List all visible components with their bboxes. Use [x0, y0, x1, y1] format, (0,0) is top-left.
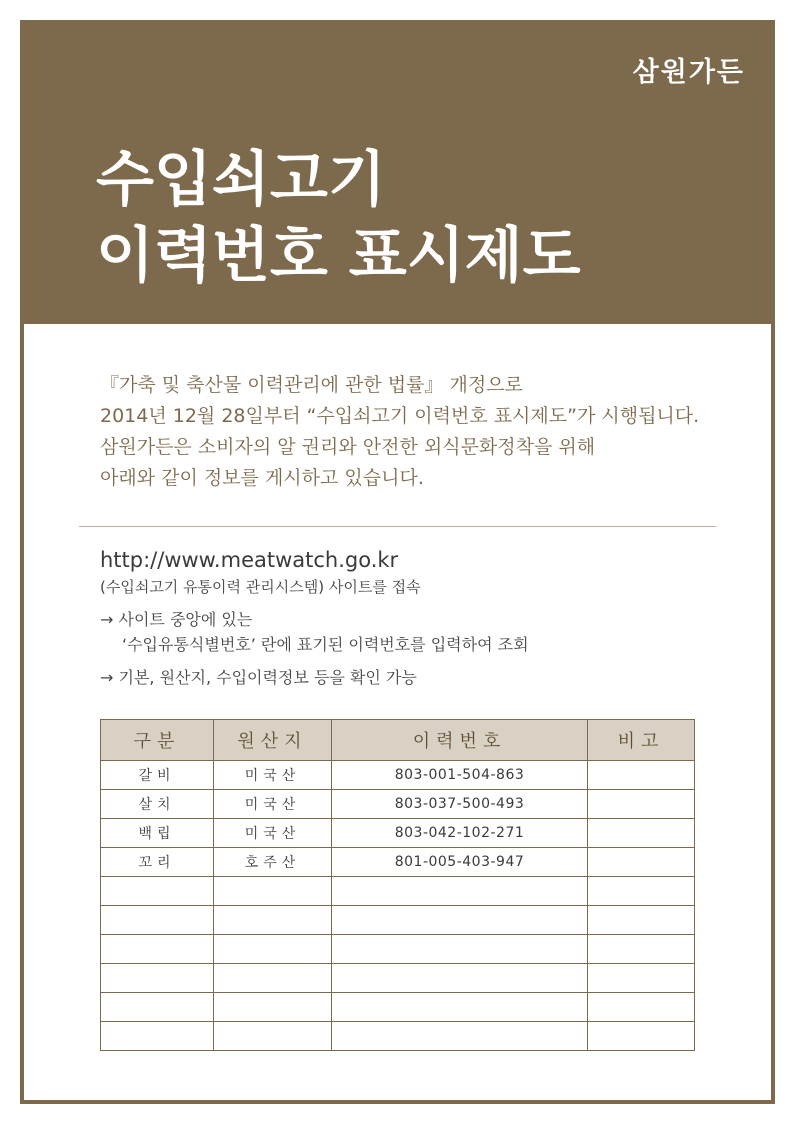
- cell-origin: 미국산: [214, 819, 332, 848]
- table-row: [101, 906, 695, 935]
- cell-origin: [214, 1022, 332, 1051]
- table-row: [101, 790, 695, 819]
- step-1-line-2: ‘수입유통식별번호’ 란에 표기된 이력번호를 입력하여 조회: [122, 635, 529, 654]
- cell-kind: [101, 906, 214, 935]
- brand-logo: 삼원가든: [632, 57, 745, 88]
- cell-note: [588, 906, 695, 935]
- cell-note: [588, 819, 695, 848]
- cell-number: 801-005-403-947: [332, 848, 588, 877]
- cell-kind: [101, 993, 214, 1022]
- intro-text: [100, 370, 699, 494]
- cell-origin: [214, 877, 332, 906]
- cell-number: 803-042-102-271: [332, 819, 588, 848]
- table-row: [101, 935, 695, 964]
- cell-origin: [214, 906, 332, 935]
- intro-line-4: 아래와 같이 정보를 게시하고 있습니다.: [100, 467, 424, 489]
- cell-number: [332, 1022, 588, 1051]
- cell-number: [332, 935, 588, 964]
- cell-kind: 살치: [101, 790, 214, 819]
- intro-line-1: 『가축 및 축산물 이력관리에 관한 법률』 개정으로: [100, 374, 523, 396]
- divider: [79, 526, 716, 527]
- cell-origin: [214, 935, 332, 964]
- table-row: [101, 819, 695, 848]
- cell-note: [588, 790, 695, 819]
- intro-line-3: 삼원가든은 소비자의 알 권리와 안전한 외식문화정착을 위해: [100, 436, 596, 458]
- table-row: [101, 1022, 695, 1051]
- trace-number-table: [100, 719, 695, 1051]
- table-row: [101, 761, 695, 790]
- table-header-row: [101, 720, 695, 761]
- header-origin: 원산지: [214, 720, 332, 761]
- cell-origin: 미국산: [214, 790, 332, 819]
- cell-kind: 꼬리: [101, 848, 214, 877]
- cell-origin: 미국산: [214, 761, 332, 790]
- step-1-line-1: → 사이트 중앙에 있는: [100, 610, 253, 629]
- url-description: (수입쇠고기 유통이력 관리시스템) 사이트를 접속: [100, 578, 421, 596]
- cell-kind: [101, 877, 214, 906]
- title-line-2: 이력번호 표시제도: [96, 221, 581, 291]
- cell-number: [332, 906, 588, 935]
- cell-note: [588, 877, 695, 906]
- cell-kind: [101, 935, 214, 964]
- table-row: [101, 877, 695, 906]
- cell-note: [588, 1022, 695, 1051]
- cell-number: [332, 993, 588, 1022]
- cell-note: [588, 848, 695, 877]
- cell-note: [588, 964, 695, 993]
- table-row: [101, 993, 695, 1022]
- cell-kind: 백립: [101, 819, 214, 848]
- header-note: 비고: [588, 720, 695, 761]
- cell-note: [588, 761, 695, 790]
- table-row: [101, 964, 695, 993]
- title-line-1: 수입쇠고기: [96, 145, 386, 215]
- cell-note: [588, 935, 695, 964]
- cell-note: [588, 993, 695, 1022]
- cell-kind: [101, 964, 214, 993]
- intro-line-2: 2014년 12월 28일부터 “수입쇠고기 이력번호 표시제도”가 시행됩니다.: [100, 405, 700, 427]
- table-row: [101, 848, 695, 877]
- cell-origin: [214, 964, 332, 993]
- header-number: 이력번호: [332, 720, 588, 761]
- cell-kind: 갈비: [101, 761, 214, 790]
- header-banner: [24, 24, 771, 324]
- cell-origin: [214, 993, 332, 1022]
- meatwatch-link[interactable]: http://www.meatwatch.go.kr: [100, 548, 399, 572]
- page-title: [96, 142, 581, 294]
- cell-number: 803-001-504-863: [332, 761, 588, 790]
- cell-origin: 호주산: [214, 848, 332, 877]
- poster-frame: [20, 20, 775, 1104]
- header-kind: 구분: [101, 720, 214, 761]
- cell-kind: [101, 1022, 214, 1051]
- step-2: → 기본, 원산지, 수입이력정보 등을 확인 가능: [100, 668, 417, 687]
- cell-number: [332, 877, 588, 906]
- cell-number: [332, 964, 588, 993]
- info-section: [100, 545, 529, 690]
- cell-number: 803-037-500-493: [332, 790, 588, 819]
